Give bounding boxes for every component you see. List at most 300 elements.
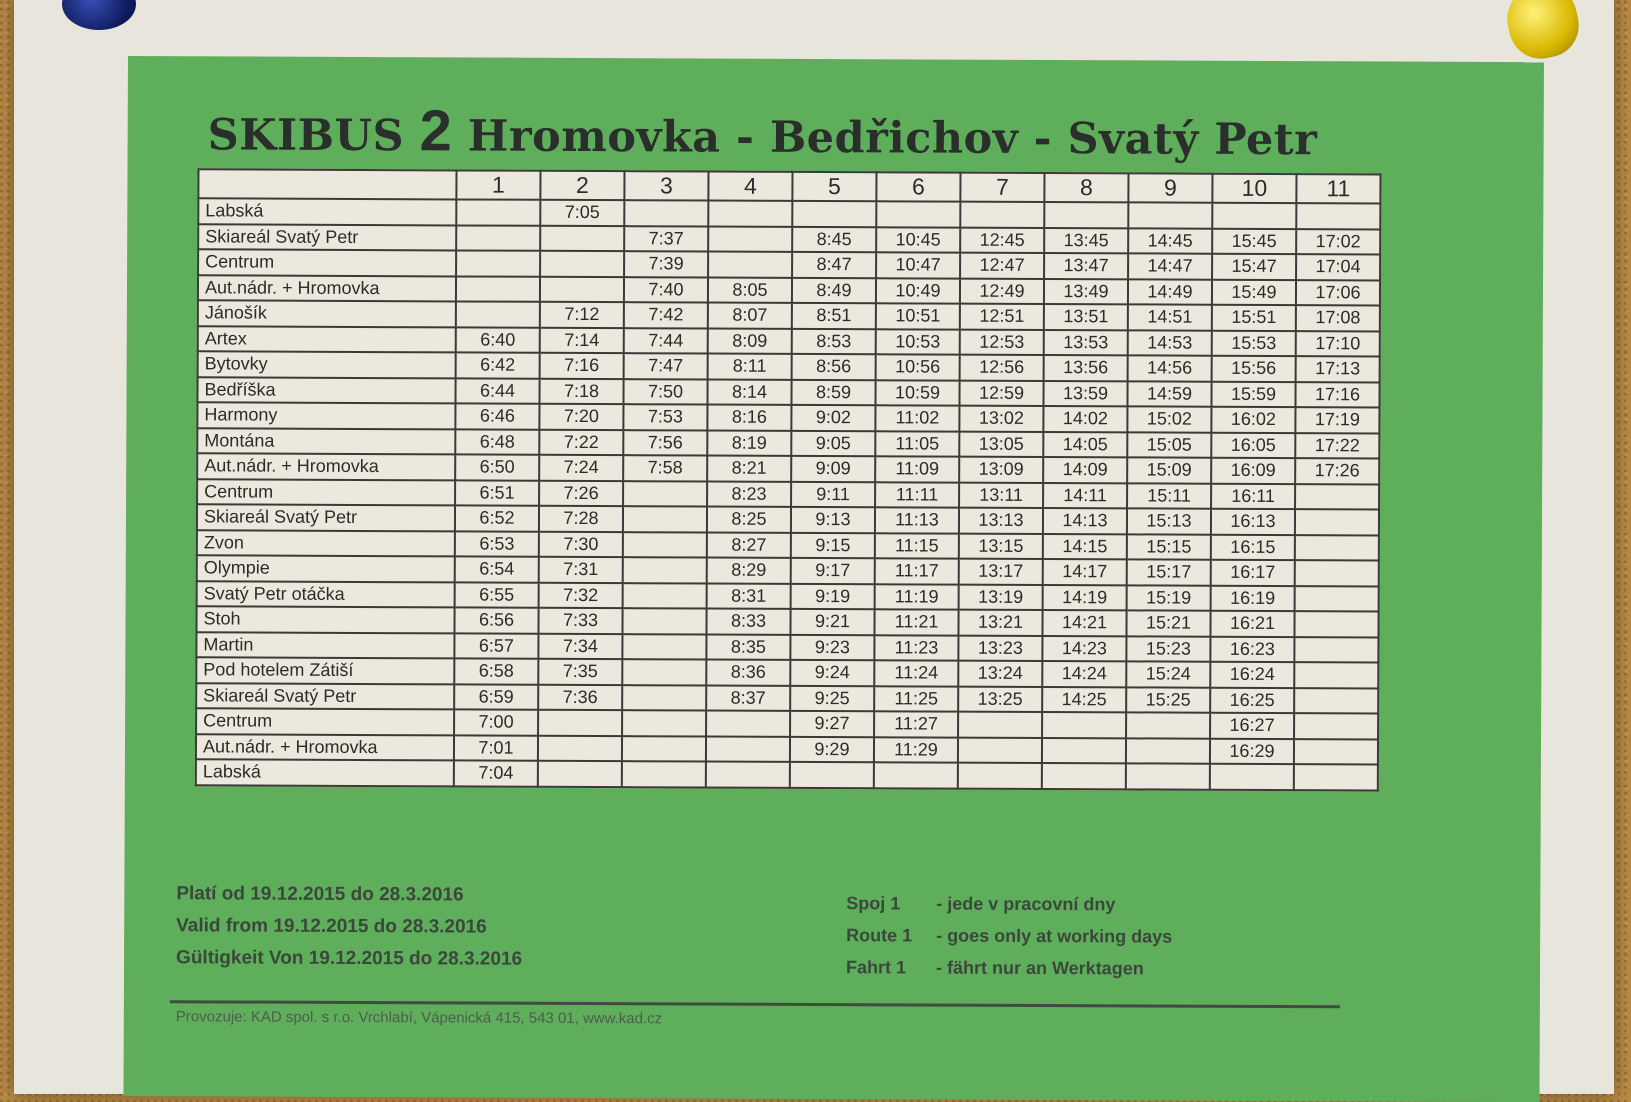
departure-time-cell xyxy=(1044,202,1128,228)
departure-time-cell xyxy=(622,608,706,634)
departure-time-cell: 11:27 xyxy=(874,711,958,737)
departure-time-cell: 15:59 xyxy=(1211,381,1295,407)
departure-time-cell: 16:09 xyxy=(1211,458,1295,484)
departure-time-cell xyxy=(622,659,706,685)
departure-time-cell: 10:56 xyxy=(876,354,960,380)
departure-time-cell: 14:51 xyxy=(1128,304,1212,330)
departure-time-cell xyxy=(622,736,706,762)
departure-time-cell: 16:15 xyxy=(1211,534,1295,560)
departure-time-cell: 7:26 xyxy=(539,480,623,506)
departure-time-cell xyxy=(1295,484,1379,510)
stop-name-cell: Jánošík xyxy=(198,300,456,327)
route-number-header: 5 xyxy=(792,172,876,201)
departure-time-cell: 8:16 xyxy=(707,405,791,431)
departure-time-cell: 14:49 xyxy=(1128,279,1212,305)
departure-time-cell: 8:09 xyxy=(708,328,792,354)
departure-time-cell: 17:22 xyxy=(1295,433,1379,459)
departure-time-cell xyxy=(1295,535,1379,561)
departure-time-cell: 13:13 xyxy=(959,508,1043,534)
footer-divider xyxy=(170,1000,1340,1008)
departure-time-cell: 8:53 xyxy=(792,328,876,354)
route-number-header: 6 xyxy=(876,172,960,201)
departure-time-cell: 10:49 xyxy=(876,278,960,304)
departure-time-cell: 7:30 xyxy=(539,531,623,557)
departure-time-cell: 12:51 xyxy=(960,304,1044,330)
departure-time-cell: 8:07 xyxy=(708,303,792,329)
departure-time-cell: 7:04 xyxy=(454,760,538,786)
departure-time-cell: 7:50 xyxy=(623,379,707,405)
departure-time-cell: 13:09 xyxy=(959,457,1043,483)
stop-name-cell: Aut.nádr. + Hromovka xyxy=(196,734,454,761)
departure-time-cell: 8:05 xyxy=(708,277,792,303)
departure-time-cell: 11:23 xyxy=(874,635,958,661)
departure-time-cell: 16:21 xyxy=(1210,611,1294,637)
departure-time-cell: 17:08 xyxy=(1296,305,1380,331)
departure-time-cell: 11:15 xyxy=(875,533,959,559)
departure-time-cell: 16:17 xyxy=(1211,560,1295,586)
departure-time-cell: 13:15 xyxy=(959,533,1043,559)
stop-name-cell: Centrum xyxy=(197,479,455,506)
note-key: Route 1 xyxy=(846,925,913,946)
stop-name-cell: Centrum xyxy=(198,249,456,276)
departure-time-cell: 13:21 xyxy=(958,610,1042,636)
departure-time-cell: 15:49 xyxy=(1212,279,1296,305)
departure-time-cell: 12:49 xyxy=(960,278,1044,304)
departure-time-cell xyxy=(1042,737,1126,763)
departure-time-cell: 7:22 xyxy=(539,429,623,455)
departure-time-cell: 11:05 xyxy=(875,431,959,457)
departure-time-cell xyxy=(1126,738,1210,764)
departure-time-cell xyxy=(1294,764,1378,790)
departure-time-cell: 15:15 xyxy=(1127,534,1211,560)
departure-time-cell: 8:35 xyxy=(706,634,790,660)
departure-time-cell xyxy=(706,711,790,737)
departure-time-cell: 8:21 xyxy=(707,456,791,482)
departure-time-cell xyxy=(1295,586,1379,612)
departure-time-cell xyxy=(1296,203,1380,229)
departure-time-cell: 10:59 xyxy=(875,380,959,406)
departure-time-cell: 13:05 xyxy=(959,431,1043,457)
route-number-header: 9 xyxy=(1128,173,1212,202)
stop-header-cell xyxy=(198,169,456,199)
departure-time-cell: 7:05 xyxy=(540,200,624,226)
departure-time-cell xyxy=(538,735,622,761)
departure-time-cell xyxy=(456,199,540,225)
departure-time-cell xyxy=(622,685,706,711)
stop-name-cell: Montána xyxy=(197,428,455,455)
departure-time-cell xyxy=(958,737,1042,763)
departure-time-cell xyxy=(538,710,622,736)
stop-name-cell: Stoh xyxy=(196,606,454,633)
departure-time-cell xyxy=(876,201,960,227)
departure-time-cell: 14:13 xyxy=(1043,508,1127,534)
title-line-number: 2 xyxy=(419,98,453,164)
departure-time-cell: 9:19 xyxy=(791,583,875,609)
departure-time-cell: 13:47 xyxy=(1044,253,1128,279)
departure-time-cell: 12:47 xyxy=(960,253,1044,279)
departure-time-cell xyxy=(708,252,792,278)
stop-name-cell: Artex xyxy=(198,326,456,353)
operator-info: Provozuje: KAD spol. s r.o. Vrchlabí, Vápenická 415, 543 01, www.kad.cz xyxy=(175,1008,663,1028)
departure-time-cell: 7:33 xyxy=(538,608,622,634)
departure-time-cell: 7:31 xyxy=(539,557,623,583)
stop-name-cell: Aut.nádr. + Hromovka xyxy=(197,453,455,480)
departure-time-cell: 11:29 xyxy=(874,737,958,763)
departure-time-cell: 17:19 xyxy=(1295,407,1379,433)
departure-time-cell xyxy=(1212,203,1296,229)
departure-time-cell: 7:56 xyxy=(623,430,707,456)
departure-time-cell: 8:11 xyxy=(708,354,792,380)
departure-time-cell: 9:11 xyxy=(791,481,875,507)
departure-time-cell: 8:23 xyxy=(707,481,791,507)
departure-time-cell: 7:18 xyxy=(539,378,623,404)
route-number-header: 11 xyxy=(1296,174,1380,203)
stop-name-cell: Skiareál Svatý Petr xyxy=(198,224,456,251)
departure-time-cell xyxy=(538,761,622,787)
departure-time-cell: 12:53 xyxy=(960,329,1044,355)
departure-time-cell: 7:32 xyxy=(539,582,623,608)
departure-time-cell xyxy=(1294,611,1378,637)
departure-time-cell: 11:21 xyxy=(874,609,958,635)
departure-time-cell: 8:47 xyxy=(792,252,876,278)
departure-time-cell: 11:09 xyxy=(875,456,959,482)
departure-time-cell: 15:13 xyxy=(1127,508,1211,534)
departure-time-cell xyxy=(708,201,792,227)
stop-name-cell: Labská xyxy=(196,759,454,786)
departure-time-cell xyxy=(623,481,707,507)
route-number-header: 2 xyxy=(540,171,624,200)
departure-time-cell xyxy=(874,762,958,788)
departure-time-cell: 16:13 xyxy=(1211,509,1295,535)
note-row xyxy=(846,951,1446,986)
departure-time-cell: 13:49 xyxy=(1044,278,1128,304)
departure-time-cell: 14:19 xyxy=(1043,584,1127,610)
departure-time-cell xyxy=(1294,662,1378,688)
departure-time-cell xyxy=(456,225,540,251)
departure-time-cell: 14:59 xyxy=(1127,381,1211,407)
departure-time-cell: 14:47 xyxy=(1128,253,1212,279)
departure-time-cell: 8:36 xyxy=(706,660,790,686)
departure-time-cell: 8:51 xyxy=(792,303,876,329)
departure-time-cell: 14:53 xyxy=(1128,330,1212,356)
departure-time-cell: 17:26 xyxy=(1295,458,1379,484)
departure-time-cell: 6:44 xyxy=(455,378,539,404)
departure-time-cell: 7:47 xyxy=(624,353,708,379)
departure-time-cell: 7:01 xyxy=(454,735,538,761)
departure-time-cell: 9:24 xyxy=(790,660,874,686)
departure-time-cell: 8:19 xyxy=(707,430,791,456)
departure-time-cell xyxy=(1295,560,1379,586)
departure-time-cell: 7:16 xyxy=(540,353,624,379)
departure-time-cell xyxy=(623,583,707,609)
departure-time-cell: 16:25 xyxy=(1210,687,1294,713)
departure-time-cell: 6:56 xyxy=(454,607,538,633)
stop-name-cell: Pod hotelem Zátiší xyxy=(196,657,454,684)
departure-time-cell: 17:10 xyxy=(1296,331,1380,357)
departure-time-cell xyxy=(622,761,706,787)
departure-time-cell: 11:25 xyxy=(874,686,958,712)
note-text: - fährt nur an Werktagen xyxy=(935,957,1144,979)
title-prefix: SKIBUS xyxy=(207,110,405,162)
route-number-header: 8 xyxy=(1044,173,1128,202)
departure-time-cell: 16:05 xyxy=(1211,432,1295,458)
departure-time-cell xyxy=(623,506,707,532)
timetable xyxy=(195,168,1382,791)
route-number-header: 4 xyxy=(708,172,792,201)
note-row xyxy=(846,887,1446,922)
departure-time-cell: 14:02 xyxy=(1043,406,1127,432)
departure-time-cell: 9:02 xyxy=(791,405,875,431)
departure-time-cell: 14:23 xyxy=(1042,635,1126,661)
timetable-poster xyxy=(123,56,1544,1102)
note-row xyxy=(846,919,1446,954)
departure-time-cell xyxy=(540,225,624,251)
departure-time-cell xyxy=(960,202,1044,228)
departure-time-cell: 9:21 xyxy=(790,609,874,635)
departure-time-cell: 7:00 xyxy=(454,709,538,735)
departure-time-cell: 7:36 xyxy=(538,684,622,710)
departure-time-cell xyxy=(1295,509,1379,535)
departure-time-cell: 16:23 xyxy=(1210,636,1294,662)
departure-time-cell xyxy=(792,201,876,227)
departure-time-cell xyxy=(622,634,706,660)
departure-time-cell: 6:55 xyxy=(455,582,539,608)
title-route: Hromovka - Bedřichov - Svatý Petr xyxy=(467,111,1318,166)
departure-time-cell: 8:14 xyxy=(707,379,791,405)
departure-time-cell: 9:17 xyxy=(791,558,875,584)
departure-time-cell: 16:11 xyxy=(1211,483,1295,509)
departure-time-cell xyxy=(1128,202,1212,228)
validity-line-de: Gültigkeit Von 19.12.2015 do 28.3.2016 xyxy=(176,947,523,970)
departure-time-cell: 7:24 xyxy=(539,455,623,481)
departure-time-cell: 12:45 xyxy=(960,227,1044,253)
stop-name-cell: Harmony xyxy=(197,402,455,429)
departure-time-cell xyxy=(1126,763,1210,789)
notes-block xyxy=(846,887,1446,986)
departure-time-cell: 9:05 xyxy=(791,430,875,456)
stop-name-cell: Skiareál Svatý Petr xyxy=(196,683,454,710)
departure-time-cell: 14:24 xyxy=(1042,661,1126,687)
departure-time-cell: 7:14 xyxy=(540,327,624,353)
departure-time-cell: 13:19 xyxy=(959,584,1043,610)
departure-time-cell xyxy=(623,532,707,558)
departure-time-cell: 8:56 xyxy=(792,354,876,380)
departure-time-cell: 13:45 xyxy=(1044,227,1128,253)
departure-time-cell: 7:53 xyxy=(623,404,707,430)
departure-time-cell: 14:09 xyxy=(1043,457,1127,483)
departure-time-cell: 9:15 xyxy=(791,532,875,558)
departure-time-cell: 14:17 xyxy=(1043,559,1127,585)
departure-time-cell: 7:20 xyxy=(539,404,623,430)
departure-time-cell: 10:45 xyxy=(876,227,960,253)
route-number-header: 1 xyxy=(456,170,540,199)
departure-time-cell: 9:27 xyxy=(790,711,874,737)
departure-time-cell: 6:57 xyxy=(454,633,538,659)
stop-name-cell: Centrum xyxy=(196,708,454,735)
departure-time-cell: 13:59 xyxy=(1043,380,1127,406)
departure-time-cell: 13:51 xyxy=(1044,304,1128,330)
departure-time-cell: 15:02 xyxy=(1127,406,1211,432)
departure-time-cell: 15:09 xyxy=(1127,457,1211,483)
timetable-body xyxy=(196,198,1381,790)
departure-time-cell: 15:25 xyxy=(1126,687,1210,713)
departure-time-cell: 8:45 xyxy=(792,226,876,252)
departure-time-cell xyxy=(1042,763,1126,789)
departure-time-cell xyxy=(790,762,874,788)
departure-time-cell: 14:15 xyxy=(1043,533,1127,559)
departure-time-cell: 6:42 xyxy=(456,352,540,378)
departure-time-cell: 9:23 xyxy=(790,634,874,660)
departure-time-cell: 6:48 xyxy=(455,429,539,455)
note-text: - goes only at working days xyxy=(936,925,1173,947)
departure-time-cell: 17:06 xyxy=(1296,280,1380,306)
departure-time-cell: 8:33 xyxy=(706,609,790,635)
departure-time-cell: 13:53 xyxy=(1044,329,1128,355)
departure-time-cell xyxy=(456,276,540,302)
departure-time-cell: 15:21 xyxy=(1126,610,1210,636)
departure-time-cell: 15:23 xyxy=(1126,636,1210,662)
departure-time-cell: 15:11 xyxy=(1127,483,1211,509)
departure-time-cell: 6:59 xyxy=(454,684,538,710)
departure-time-cell: 11:02 xyxy=(875,405,959,431)
departure-time-cell: 7:12 xyxy=(540,302,624,328)
departure-time-cell: 10:47 xyxy=(876,252,960,278)
route-number-header: 7 xyxy=(960,173,1044,202)
table-row xyxy=(196,759,1378,790)
departure-time-cell: 12:56 xyxy=(960,355,1044,381)
departure-time-cell: 6:53 xyxy=(455,531,539,557)
departure-time-cell: 13:24 xyxy=(958,661,1042,687)
departure-time-cell: 7:37 xyxy=(624,226,708,252)
departure-time-cell: 16:29 xyxy=(1210,738,1294,764)
departure-time-cell: 14:56 xyxy=(1128,355,1212,381)
departure-time-cell: 6:52 xyxy=(455,505,539,531)
departure-time-cell: 15:47 xyxy=(1212,254,1296,280)
departure-time-cell: 6:50 xyxy=(455,454,539,480)
departure-time-cell: 11:11 xyxy=(875,482,959,508)
departure-time-cell: 7:35 xyxy=(538,659,622,685)
departure-time-cell xyxy=(1294,637,1378,663)
departure-time-cell: 6:54 xyxy=(455,556,539,582)
departure-time-cell xyxy=(1294,739,1378,765)
note-key: Fahrt 1 xyxy=(845,957,907,978)
departure-time-cell: 15:05 xyxy=(1127,432,1211,458)
note-key: Spoj 1 xyxy=(846,893,901,914)
departure-time-cell: 16:24 xyxy=(1210,662,1294,688)
departure-time-cell xyxy=(706,736,790,762)
departure-time-cell: 8:31 xyxy=(707,583,791,609)
departure-time-cell: 11:19 xyxy=(875,584,959,610)
departure-time-cell: 9:13 xyxy=(791,507,875,533)
departure-time-cell xyxy=(456,250,540,276)
departure-time-cell xyxy=(958,763,1042,789)
departure-time-cell: 11:13 xyxy=(875,507,959,533)
stop-name-cell: Skiareál Svatý Petr xyxy=(197,504,455,531)
departure-time-cell: 14:25 xyxy=(1042,686,1126,712)
departure-time-cell: 13:25 xyxy=(958,686,1042,712)
departure-time-cell: 16:02 xyxy=(1211,407,1295,433)
departure-time-cell xyxy=(958,712,1042,738)
departure-time-cell xyxy=(1042,712,1126,738)
departure-time-cell: 9:09 xyxy=(791,456,875,482)
departure-time-cell: 7:39 xyxy=(624,251,708,277)
departure-time-cell: 7:40 xyxy=(624,277,708,303)
departure-time-cell: 7:44 xyxy=(624,328,708,354)
departure-time-cell: 10:51 xyxy=(876,303,960,329)
departure-time-cell: 14:21 xyxy=(1042,610,1126,636)
departure-time-cell xyxy=(1210,764,1294,790)
departure-time-cell: 15:53 xyxy=(1212,330,1296,356)
departure-time-cell: 6:46 xyxy=(455,403,539,429)
departure-time-cell xyxy=(456,301,540,327)
departure-time-cell: 15:17 xyxy=(1127,559,1211,585)
departure-time-cell xyxy=(624,200,708,226)
departure-time-cell: 6:51 xyxy=(455,480,539,506)
departure-time-cell: 17:02 xyxy=(1296,229,1380,255)
departure-time-cell xyxy=(1294,713,1378,739)
stop-name-cell: Bedříška xyxy=(197,377,455,404)
route-number-header: 10 xyxy=(1212,174,1296,203)
departure-time-cell: 13:02 xyxy=(959,406,1043,432)
stop-name-cell: Aut.nádr. + Hromovka xyxy=(198,275,456,302)
validity-line-en: Valid from 19.12.2015 do 28.3.2016 xyxy=(176,915,487,938)
departure-time-cell xyxy=(708,226,792,252)
departure-time-cell xyxy=(540,251,624,277)
departure-time-cell: 17:13 xyxy=(1296,356,1380,382)
validity-line-cz: Platí od 19.12.2015 do 28.3.2016 xyxy=(176,883,464,906)
stop-name-cell: Labská xyxy=(198,198,456,225)
departure-time-cell: 8:59 xyxy=(791,379,875,405)
departure-time-cell: 15:19 xyxy=(1127,585,1211,611)
departure-time-cell: 13:17 xyxy=(959,559,1043,585)
departure-time-cell: 7:58 xyxy=(623,455,707,481)
departure-time-cell xyxy=(623,557,707,583)
note-text: - jede v pracovní dny xyxy=(936,893,1116,915)
departure-time-cell xyxy=(1294,688,1378,714)
departure-time-cell: 16:19 xyxy=(1211,585,1295,611)
stop-name-cell: Bytovky xyxy=(198,351,456,378)
departure-time-cell: 9:25 xyxy=(790,685,874,711)
departure-time-cell xyxy=(622,710,706,736)
departure-time-cell: 15:56 xyxy=(1212,356,1296,382)
departure-time-cell: 14:05 xyxy=(1043,431,1127,457)
departure-time-cell xyxy=(540,276,624,302)
departure-time-cell: 12:59 xyxy=(959,380,1043,406)
departure-time-cell: 17:16 xyxy=(1295,382,1379,408)
departure-time-cell xyxy=(706,762,790,788)
departure-time-cell: 15:51 xyxy=(1212,305,1296,331)
departure-time-cell: 17:04 xyxy=(1296,254,1380,280)
stop-name-cell: Svatý Petr otáčka xyxy=(197,581,455,608)
departure-time-cell: 7:34 xyxy=(538,633,622,659)
departure-time-cell: 13:23 xyxy=(958,635,1042,661)
departure-time-cell: 8:29 xyxy=(707,558,791,584)
departure-time-cell: 8:37 xyxy=(706,685,790,711)
stop-name-cell: Martin xyxy=(196,632,454,659)
departure-time-cell: 13:11 xyxy=(959,482,1043,508)
stop-name-cell: Olympie xyxy=(197,555,455,582)
departure-time-cell xyxy=(1126,712,1210,738)
departure-time-cell: 15:45 xyxy=(1212,228,1296,254)
departure-time-cell: 9:29 xyxy=(790,736,874,762)
departure-time-cell: 13:56 xyxy=(1044,355,1128,381)
departure-time-cell: 8:27 xyxy=(707,532,791,558)
departure-time-cell: 10:53 xyxy=(876,329,960,355)
stop-name-cell: Zvon xyxy=(197,530,455,557)
departure-time-cell: 7:42 xyxy=(624,302,708,328)
departure-time-cell: 8:49 xyxy=(792,277,876,303)
route-number-header: 3 xyxy=(624,171,708,200)
